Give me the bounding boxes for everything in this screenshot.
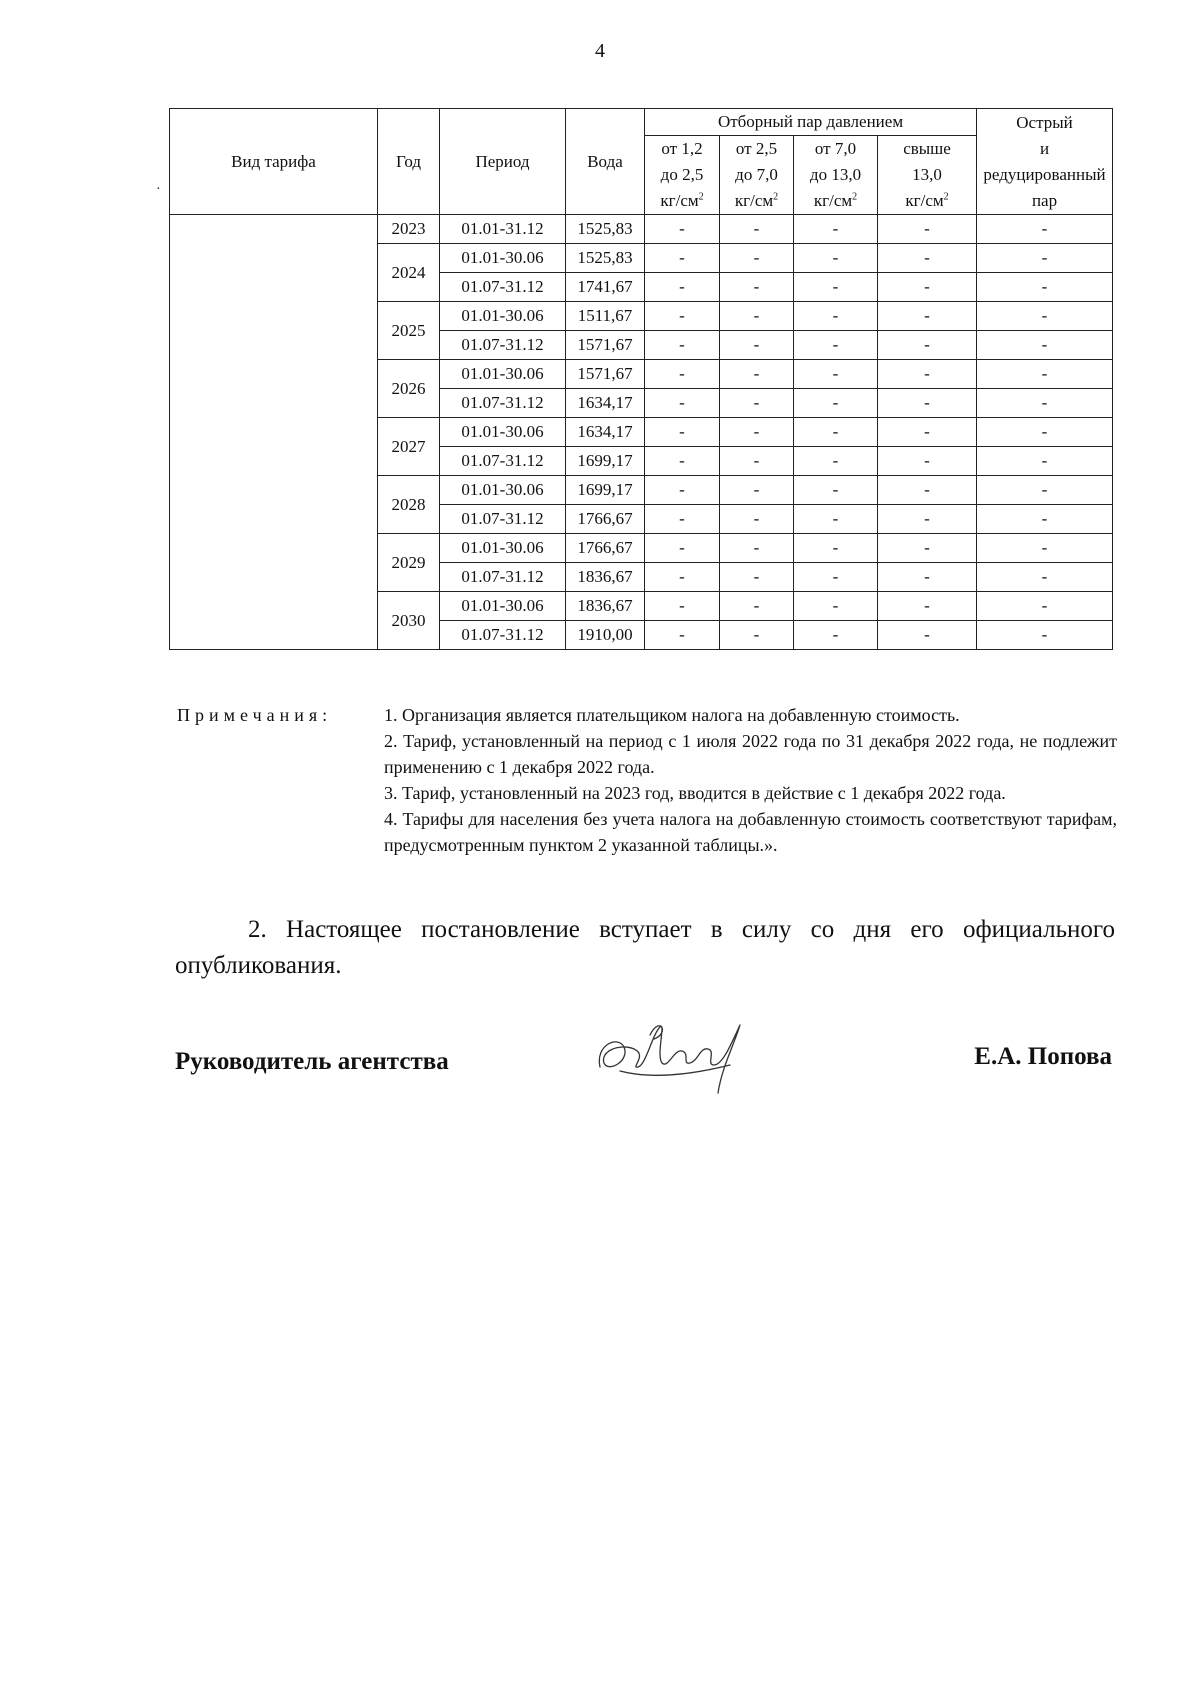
dash-cell: - [794, 592, 878, 621]
note-item: 3. Тариф, установленный на 2023 год, вводится в действие с 1 декабря 2022 года. [384, 783, 1006, 803]
header-ostry-line2: и [1039, 138, 1050, 158]
header-otborny-par: Отборный пар давлением [645, 109, 977, 136]
dash-cell: - [720, 563, 794, 592]
period-cell: 01.01-30.06 [440, 302, 566, 331]
dash-cell: - [794, 215, 878, 244]
voda-cell: 1741,67 [566, 273, 645, 302]
header-pressure-3-line2: до 13,0 [809, 165, 862, 184]
dash-cell: - [720, 476, 794, 505]
dash-cell: - [720, 418, 794, 447]
dash-cell: - [977, 215, 1113, 244]
dash-cell: - [720, 244, 794, 273]
dash-cell: - [977, 592, 1113, 621]
voda-cell: 1571,67 [566, 331, 645, 360]
header-pressure-3 [794, 136, 878, 215]
dash-cell: - [720, 273, 794, 302]
header-period: Период [440, 109, 566, 215]
dash-cell: - [720, 505, 794, 534]
tariff-table [169, 108, 1113, 650]
voda-cell: 1699,17 [566, 476, 645, 505]
dash-cell: - [645, 534, 720, 563]
dash-cell: - [977, 563, 1113, 592]
dash-cell: - [878, 302, 977, 331]
dash-cell: - [794, 360, 878, 389]
period-cell: 01.07-31.12 [440, 563, 566, 592]
year-cell: 2027 [378, 418, 440, 476]
dash-cell: - [878, 592, 977, 621]
dash-cell: - [645, 476, 720, 505]
dash-cell: - [977, 273, 1113, 302]
dash-cell: - [878, 476, 977, 505]
dash-cell: - [720, 534, 794, 563]
dash-cell: - [878, 621, 977, 650]
signer-name: Е.А. Попова [974, 1043, 1112, 1070]
dash-cell: - [794, 621, 878, 650]
header-ostry-par [977, 109, 1113, 215]
dash-cell: - [720, 447, 794, 476]
dash-cell: - [977, 418, 1113, 447]
voda-cell: 1525,83 [566, 215, 645, 244]
period-cell: 01.01-31.12 [440, 215, 566, 244]
dash-cell: - [878, 389, 977, 418]
dash-cell: - [720, 389, 794, 418]
dash-cell: - [645, 215, 720, 244]
header-god: Год [378, 109, 440, 215]
header-voda: Вода [566, 109, 645, 215]
header-pressure-1-unit: $кг/см^2$ [660, 191, 704, 210]
header-pressure-3-unit: $кг/см^2$ [813, 191, 858, 210]
dash-cell: - [645, 505, 720, 534]
dash-cell: - [720, 592, 794, 621]
scan-speck: · [156, 182, 161, 197]
year-cell: 2030 [378, 592, 440, 650]
clause-2-text: 2. Настоящее постановление вступает в силу со дня его официального опубликования. [175, 916, 1115, 979]
dash-cell: - [645, 418, 720, 447]
dash-cell: - [794, 534, 878, 563]
dash-cell: - [645, 244, 720, 273]
voda-cell: 1836,67 [566, 592, 645, 621]
dash-cell: - [720, 302, 794, 331]
year-cell: 2023 [378, 215, 440, 244]
voda-cell: 1525,83 [566, 244, 645, 273]
dash-cell: - [878, 244, 977, 273]
dash-cell: - [878, 331, 977, 360]
note-item: 2. Тариф, установленный на период с 1 июля 2022 года по 31 декабря 2022 года, не подлежит применению с 1 декабря 2022 года. [384, 731, 1117, 777]
year-cell: 2025 [378, 302, 440, 360]
dash-cell: - [794, 447, 878, 476]
dash-cell: - [720, 360, 794, 389]
dash-cell: - [794, 273, 878, 302]
voda-cell: 1836,67 [566, 563, 645, 592]
dash-cell: - [878, 534, 977, 563]
header-pressure-2 [720, 136, 794, 215]
period-cell: 01.07-31.12 [440, 389, 566, 418]
dash-cell: - [977, 360, 1113, 389]
period-cell: 01.07-31.12 [440, 621, 566, 650]
dash-cell: - [878, 505, 977, 534]
dash-cell: - [720, 331, 794, 360]
dash-cell: - [977, 302, 1113, 331]
dash-cell: - [645, 563, 720, 592]
period-cell: 01.01-30.06 [440, 244, 566, 273]
year-cell: 2029 [378, 534, 440, 592]
period-cell: 01.07-31.12 [440, 273, 566, 302]
period-cell: 01.07-31.12 [440, 447, 566, 476]
handwritten-signature [590, 1005, 760, 1095]
dash-cell: - [794, 563, 878, 592]
dash-cell: - [645, 360, 720, 389]
header-ostry-line3: редуцированный [983, 164, 1106, 184]
table-row [170, 215, 1113, 244]
header-pressure-4-line2: 13,0 [912, 165, 942, 184]
voda-cell: 1511,67 [566, 302, 645, 331]
dash-cell: - [645, 273, 720, 302]
header-pressure-2-line1: от 2,5 [735, 139, 778, 158]
dash-cell: - [878, 360, 977, 389]
dash-cell: - [794, 505, 878, 534]
voda-cell: 1910,00 [566, 621, 645, 650]
period-cell: 01.07-31.12 [440, 331, 566, 360]
header-pressure-2-line2: до 7,0 [735, 165, 778, 184]
dash-cell: - [720, 621, 794, 650]
dash-cell: - [720, 215, 794, 244]
period-cell: 01.01-30.06 [440, 360, 566, 389]
dash-cell: - [645, 621, 720, 650]
header-pressure-3-line1: от 7,0 [814, 139, 857, 158]
year-cell: 2026 [378, 360, 440, 418]
notes-list [384, 702, 1117, 858]
voda-cell: 1634,17 [566, 389, 645, 418]
voda-cell: 1766,67 [566, 505, 645, 534]
page-number: 4 [595, 40, 605, 62]
year-cell: 2024 [378, 244, 440, 302]
dash-cell: - [977, 621, 1113, 650]
dash-cell: - [645, 447, 720, 476]
dash-cell: - [878, 563, 977, 592]
dash-cell: - [794, 418, 878, 447]
dash-cell: - [794, 476, 878, 505]
period-cell: 01.01-30.06 [440, 592, 566, 621]
voda-cell: 1699,17 [566, 447, 645, 476]
dash-cell: - [878, 418, 977, 447]
dash-cell: - [794, 302, 878, 331]
dash-cell: - [878, 447, 977, 476]
header-pressure-1 [645, 136, 720, 215]
dash-cell: - [645, 389, 720, 418]
dash-cell: - [977, 244, 1113, 273]
dash-cell: - [878, 215, 977, 244]
header-pressure-4-line1: свыше [903, 139, 951, 158]
dash-cell: - [645, 302, 720, 331]
header-pressure-2-unit: $кг/см^2$ [734, 191, 779, 210]
note-item: 1. Организация является плательщиком налога на добавленную стоимость. [384, 705, 960, 725]
dash-cell: - [977, 505, 1113, 534]
voda-cell: 1634,17 [566, 418, 645, 447]
period-cell: 01.07-31.12 [440, 505, 566, 534]
header-pressure-1-line2: до 2,5 [660, 165, 704, 184]
notes-label: Примечания: [177, 705, 333, 725]
dash-cell: - [878, 273, 977, 302]
dash-cell: - [977, 476, 1113, 505]
dash-cell: - [794, 331, 878, 360]
dash-cell: - [977, 447, 1113, 476]
dash-cell: - [977, 389, 1113, 418]
vid-tarifa-cell [170, 215, 378, 650]
dash-cell: - [645, 331, 720, 360]
header-vid-tarifa: Вид тарифа [170, 109, 378, 215]
dash-cell: - [977, 534, 1113, 563]
note-item: 4. Тарифы для населения без учета налога на добавленную стоимость соответствуют тарифам, предусмотренным пунктом 2 указанной таблицы.». [384, 809, 1117, 855]
period-cell: 01.01-30.06 [440, 476, 566, 505]
header-pressure-1-line1: от 1,2 [661, 139, 703, 158]
header-ostry-line4: пар [1031, 190, 1058, 210]
dash-cell: - [794, 244, 878, 273]
signer-title: Руководитель агентства [175, 1048, 449, 1075]
period-cell: 01.01-30.06 [440, 534, 566, 563]
voda-cell: 1571,67 [566, 360, 645, 389]
dash-cell: - [794, 389, 878, 418]
header-pressure-4-unit: $кг/см^2$ [905, 191, 949, 210]
dash-cell: - [645, 592, 720, 621]
voda-cell: 1766,67 [566, 534, 645, 563]
period-cell: 01.01-30.06 [440, 418, 566, 447]
dash-cell: - [977, 331, 1113, 360]
header-ostry-line1: Острый [1016, 112, 1073, 132]
header-pressure-4 [878, 136, 977, 215]
year-cell: 2028 [378, 476, 440, 534]
